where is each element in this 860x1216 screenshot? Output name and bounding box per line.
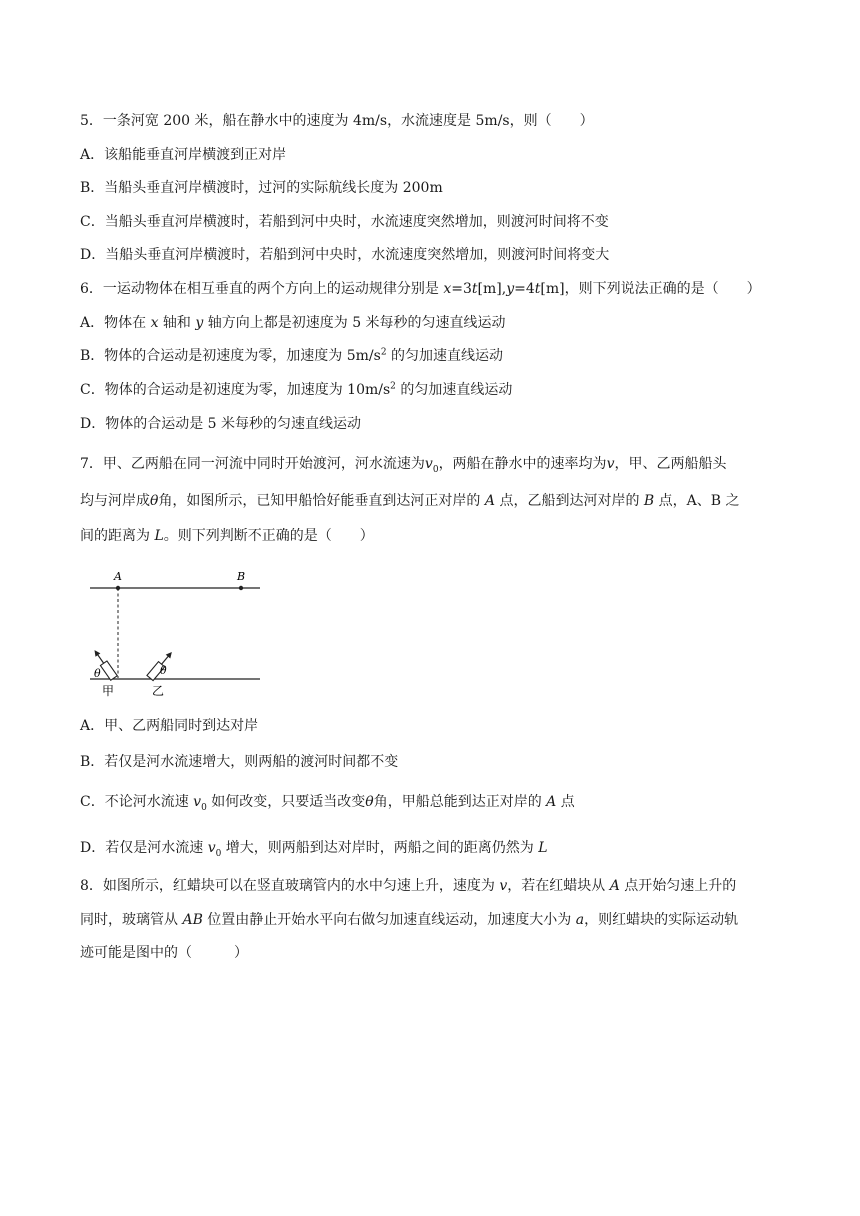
q6-option-c: [80, 380, 788, 400]
q8-A: A: [609, 878, 620, 894]
q7-option-a: A．甲、乙两船同时到达对岸: [80, 718, 259, 734]
q5-option-d: D．当船头垂直河岸横渡时，若船到河中央时，水流速度突然增加，则渡河时间将变大: [80, 247, 610, 263]
q7-option-c: [80, 792, 788, 812]
q8-a: a: [575, 912, 585, 928]
q6-eq1b: [m],: [477, 281, 507, 297]
label-theta-jia: θ: [94, 667, 101, 680]
q8-stem-line3: 迹可能是图中的（ ）: [80, 945, 248, 961]
label-B: B: [237, 570, 246, 583]
q7-l1c: ，甲、乙两船船头: [614, 456, 727, 472]
q6-stem-text: 6．一运动物体在相互垂直的两个方向上的运动规律分别是: [80, 281, 444, 297]
label-A: A: [114, 570, 122, 583]
q6-option-a: [80, 313, 788, 333]
q6-optA-y: y: [195, 315, 204, 331]
q6-eq2: =4: [514, 281, 535, 297]
q6-stem-end: [m]，则下列说法正确的是（ ）: [540, 281, 761, 297]
q5-option-b: B．当船头垂直河岸横渡时，过河的实际航线长度为 200m: [80, 180, 443, 196]
q7-option-d: [80, 838, 788, 858]
q6-optB-end: 的匀加速直线运动: [386, 348, 504, 364]
q7-optD-sub: 0: [215, 848, 222, 859]
point-B: [239, 586, 243, 590]
q6-optA-text: A．物体在: [80, 315, 151, 331]
q6-optC-sup: 2: [390, 381, 396, 392]
q6-optC-end: 的匀加速直线运动: [395, 382, 513, 398]
q7-option-b: B．若仅是河水流速增大，则两船的渡河时间都不变: [80, 754, 399, 770]
q6-optC-text: C．物体的合运动是初速度为零，加速度为 10m/s: [80, 382, 391, 398]
q7-optC-A: A: [546, 794, 557, 810]
q8-l2a: 同时，玻璃管从: [80, 912, 183, 928]
q6-stem: [80, 279, 788, 299]
q7-optC-b: 如何改变，只要适当改变: [206, 794, 366, 810]
q7-optC-v: v: [193, 794, 202, 810]
label-theta-yi: θ: [160, 664, 167, 677]
q6-option-d: D．物体的合运动是 5 米每秒的匀速直线运动: [80, 416, 362, 432]
q6-optA-mid: 轴和: [158, 315, 196, 331]
q7-v: v: [606, 456, 615, 472]
river-diagram: [84, 568, 268, 698]
point-A: [116, 586, 120, 590]
q7-optD-a: D．若仅是河水流速: [80, 840, 208, 856]
q6-optA-x: x: [150, 315, 159, 331]
label-jia: 甲: [102, 684, 115, 698]
q7-l3a: 间的距离为: [80, 528, 155, 544]
q7-l1b: ，两船在静水中的速率均为: [438, 456, 607, 472]
q7-l2c: 点，乙船到达河对岸的: [495, 493, 644, 509]
q8-AB: AB: [182, 912, 203, 928]
q7-optD-v: v: [207, 840, 216, 856]
q7-l2b: 角，如图所示，已知甲船恰好能垂直到达河正对岸的: [158, 493, 485, 509]
q8-l1b: ，若在红蜡块从: [507, 878, 610, 894]
q7-l2a: 均与河岸成: [80, 493, 150, 509]
q8-stem-line1: [80, 876, 788, 896]
q7-l2d: 点，A、B 之: [654, 493, 740, 509]
q6-y-var: y: [506, 281, 515, 297]
q5-option-c: C．当船头垂直河岸横渡时，若船到河中央时，水流速度突然增加，则渡河时间将不变: [80, 214, 609, 230]
q7-v0-sub: 0: [432, 464, 439, 475]
q7-optC-d: 点: [556, 794, 575, 810]
q6-optB-sup: 2: [380, 347, 387, 358]
q5-option-a: A．该船能垂直河岸横渡到正对岸: [80, 147, 287, 163]
q7-optC-c: 角，甲船总能到达正对岸的: [373, 794, 547, 810]
q6-optB-text: B．物体的合运动是初速度为零，加速度为 5m/s: [80, 348, 381, 364]
q7-optC-theta: θ: [365, 794, 374, 810]
q7-theta: θ: [150, 493, 159, 509]
q6-eq1: =3: [451, 281, 472, 297]
q7-optC-sub: 0: [201, 802, 207, 813]
q7-v0: v: [424, 456, 433, 472]
q7-stem-line3: [80, 526, 788, 546]
q8-stem-line2: [80, 910, 788, 930]
q6-optA-end: 轴方向上都是初速度为 5 米每秒的匀速直线运动: [203, 315, 506, 331]
q7-A: A: [484, 493, 496, 509]
q8-l1a: 8．如图所示，红蜡块可以在竖直玻璃管内的水中匀速上升，速度为: [80, 878, 500, 894]
q7-l1a: 7．甲、乙两船在同一河流中同时开始渡河，河水流速为: [80, 456, 425, 472]
q5-stem: 5．一条河宽 200 米，船在静水中的速度为 4m/s，水流速度是 5m/s，则（ ）: [80, 113, 594, 129]
q8-l2b: 位置由静止开始水平向右做匀加速直线运动，加速度大小为: [202, 912, 576, 928]
q7-stem-line2: [80, 491, 788, 511]
q7-l3b: 。则下列判断不正确的是（ ）: [163, 528, 374, 544]
q7-stem-line1: [80, 454, 788, 474]
q6-t-var-2: t: [534, 281, 541, 297]
q7-optC-a: C．不论河水流速: [80, 794, 194, 810]
q6-x-var: x: [443, 281, 452, 297]
label-yi: 乙: [152, 684, 165, 698]
q8-l2c: ，则红蜡块的实际运动轨: [584, 912, 739, 928]
q7-optD-b: 增大，则两船到达对岸时，两船之间的距离仍然为: [221, 840, 539, 856]
q6-t-var: t: [471, 281, 478, 297]
q8-v: v: [499, 878, 508, 894]
q7-L: L: [154, 528, 164, 544]
q7-river-figure: [84, 568, 268, 698]
q7-B: B: [643, 493, 655, 509]
q7-optD-L: L: [538, 840, 548, 856]
q8-l1c: 点开始匀速上升的: [619, 878, 737, 894]
q6-option-b: [80, 346, 788, 366]
